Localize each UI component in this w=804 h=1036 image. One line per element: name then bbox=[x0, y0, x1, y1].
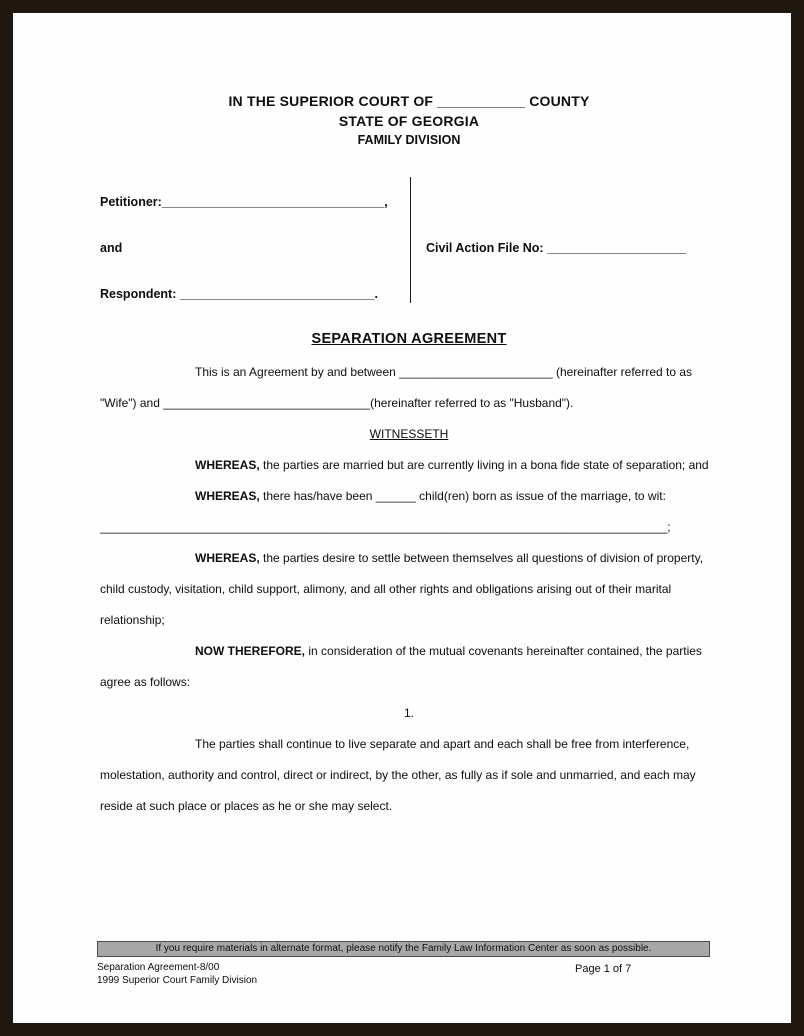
caption-parties-column bbox=[100, 179, 410, 317]
court-header bbox=[100, 13, 718, 149]
page-footer bbox=[97, 941, 710, 991]
section-1-text: The parties shall continue to live separate and apart and each shall be free from interference, molestation, authority and control, direct or indirect, by the other, as fully as if sole and unmarried, and each may reside at such place or places as he or she may select. bbox=[100, 737, 696, 813]
witnesseth-heading: WITNESSETH bbox=[369, 427, 449, 441]
court-name-line: IN THE SUPERIOR COURT OF ___________ COUNTY bbox=[228, 93, 590, 109]
whereas-settlement-paragraph bbox=[100, 543, 718, 636]
whereas-separation-text: the parties are married but are currently living in a bona fide state of separation; and bbox=[263, 458, 709, 472]
case-caption-block bbox=[100, 179, 718, 317]
whereas-separation-lead: WHEREAS, bbox=[195, 458, 260, 472]
agreement-intro-paragraph bbox=[100, 357, 718, 419]
caption-case-column bbox=[411, 179, 686, 317]
document-source-line: 1999 Superior Court Family Division bbox=[97, 975, 258, 986]
state-line: STATE OF GEORGIA bbox=[338, 113, 480, 129]
page-number-indicator: Page 1 of 7 bbox=[575, 963, 632, 975]
whereas-separation-paragraph bbox=[100, 450, 718, 481]
whereas-settlement-lead: WHEREAS, bbox=[195, 551, 260, 565]
petitioner-line: Petitioner:________________________________, bbox=[100, 195, 388, 209]
alternate-format-notice-bar: If you require materials in alternate format, please notify the Family Law Information Center as soon as possible. bbox=[97, 941, 710, 957]
section-1-number: 1. bbox=[403, 706, 414, 720]
civil-action-file-line: Civil Action File No: ____________________ bbox=[426, 241, 687, 255]
agreement-body bbox=[100, 357, 718, 822]
agreement-intro-text: This is an Agreement by and between _______________________ (hereinafter referred to as "Wife") and _______________________________(hereinafter referred to as "Husband"). bbox=[100, 365, 693, 410]
whereas-children-paragraph bbox=[100, 481, 718, 512]
document-title: SEPARATION AGREEMENT bbox=[311, 331, 507, 347]
division-line: FAMILY DIVISION bbox=[357, 133, 461, 147]
section-1-paragraph bbox=[100, 729, 718, 822]
now-therefore-text: in consideration of the mutual covenants hereinafter contained, the parties agree as follows: bbox=[100, 644, 702, 689]
document-id-line: Separation Agreement-8/00 bbox=[97, 962, 220, 973]
now-therefore-lead: NOW THEREFORE, bbox=[195, 644, 305, 658]
whereas-children-text: there has/have been ______ child(ren) born as issue of the marriage, to wit: bbox=[263, 489, 666, 503]
respondent-line: Respondent: ____________________________. bbox=[100, 287, 378, 301]
now-therefore-paragraph bbox=[100, 636, 718, 698]
whereas-children-lead: WHEREAS, bbox=[195, 489, 260, 503]
whereas-settlement-text: the parties desire to settle between themselves all questions of division of property, child custody, visitation, child support, alimony, and all other rights and obligations arising out of their marital relationship; bbox=[100, 551, 704, 627]
footer-identification-row bbox=[97, 961, 710, 991]
conjunction-line: and bbox=[100, 241, 123, 255]
children-blank-line: _____________________________________________________________________________________; bbox=[100, 520, 671, 534]
